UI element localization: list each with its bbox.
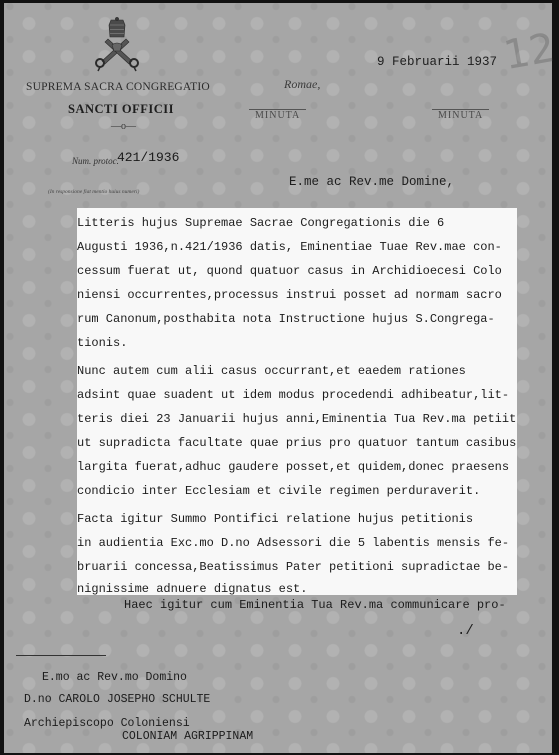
body-line: Nunc autem cum alii casus occurrant,et eaedem rationes <box>77 364 466 378</box>
body-line: condicio inter Ecclesiam et civile regimen perduraverit. <box>77 484 481 498</box>
closing-line: Haec igitur cum Eminentia Tua Rev.ma communicare pro- <box>124 598 506 612</box>
body-line: Augusti 1936,n.421/1936 datis, Eminentiae Tuae Rev.mae con- <box>77 240 502 254</box>
letter-body-highlight <box>77 208 517 595</box>
body-line: nignissime adnuere dignatus est. <box>77 582 308 596</box>
address-line-3: Archiepiscopo Coloniensi <box>24 717 190 730</box>
place-label: Romae, <box>284 77 321 91</box>
body-line: Facta igitur Summo Pontifici relatione hujus petitionis <box>77 512 474 526</box>
document-page <box>4 3 559 753</box>
body-line: adsint quae suadent ut idem modus procedendi adhibeatur,lit- <box>77 388 510 402</box>
letter-date: 9 Februarii 1937 <box>377 55 498 69</box>
body-line: teris diei 23 Januarii hujus anni,Eminentia Tua Rev.ma petiit <box>77 412 517 426</box>
address-line-2: D.no CAROLO JOSEPHO SCHULTE <box>24 693 211 706</box>
body-line: niensi occurrentes,processus instrui posset ad normam sacro <box>77 288 502 302</box>
body-line: largita fuerat,adhuc gaudere posset,et quidem,donec praesens <box>77 460 510 474</box>
body-line: rum Canonum,posthabita nota Instructione hujus S.Congrega- <box>77 312 495 326</box>
body-line: in audientia Exc.mo D.no Adsessori die 5 labentis mensis fe- <box>77 536 510 550</box>
body-line: ut supradicta facultate quae prius pro quatuor tantum casibus <box>77 436 517 450</box>
address-line-1: E.mo ac Rev.mo Domino <box>42 671 187 684</box>
address-divider <box>16 655 106 656</box>
congregation-name: SUPREMA SACRA CONGREGATIO <box>26 81 210 93</box>
office-name: SANCTI OFFICII <box>68 102 174 116</box>
body-line: bruarii concessa,Beatissimus Pater petitioni supradictae be- <box>77 560 510 574</box>
reply-instruction-note: (In responsione fiat mentio huius numeri) <box>48 189 140 195</box>
body-line: cessum fuerat ut, quond quatuor casus in Archidioecesi Colo <box>77 264 502 278</box>
continuation-mark: ./ <box>457 623 474 639</box>
address-line-4: COLONIAM AGRIPPINAM <box>122 730 254 743</box>
body-line: Litteris hujus Supremae Sacrae Congregationis die 6 <box>77 216 445 230</box>
pencil-page-number: 12 <box>500 24 559 80</box>
minuta-stamp-left: MINUTA <box>249 109 306 121</box>
papal-crest-emblem <box>92 17 142 71</box>
minuta-stamp-right: MINUTA <box>432 109 489 121</box>
header-separator: —o— <box>111 121 136 132</box>
protocol-label: Num. protoc. <box>72 156 119 166</box>
protocol-number: 421/1936 <box>117 150 180 165</box>
salutation: E.me ac Rev.me Domine, <box>289 175 455 189</box>
body-line: tionis. <box>77 336 128 350</box>
